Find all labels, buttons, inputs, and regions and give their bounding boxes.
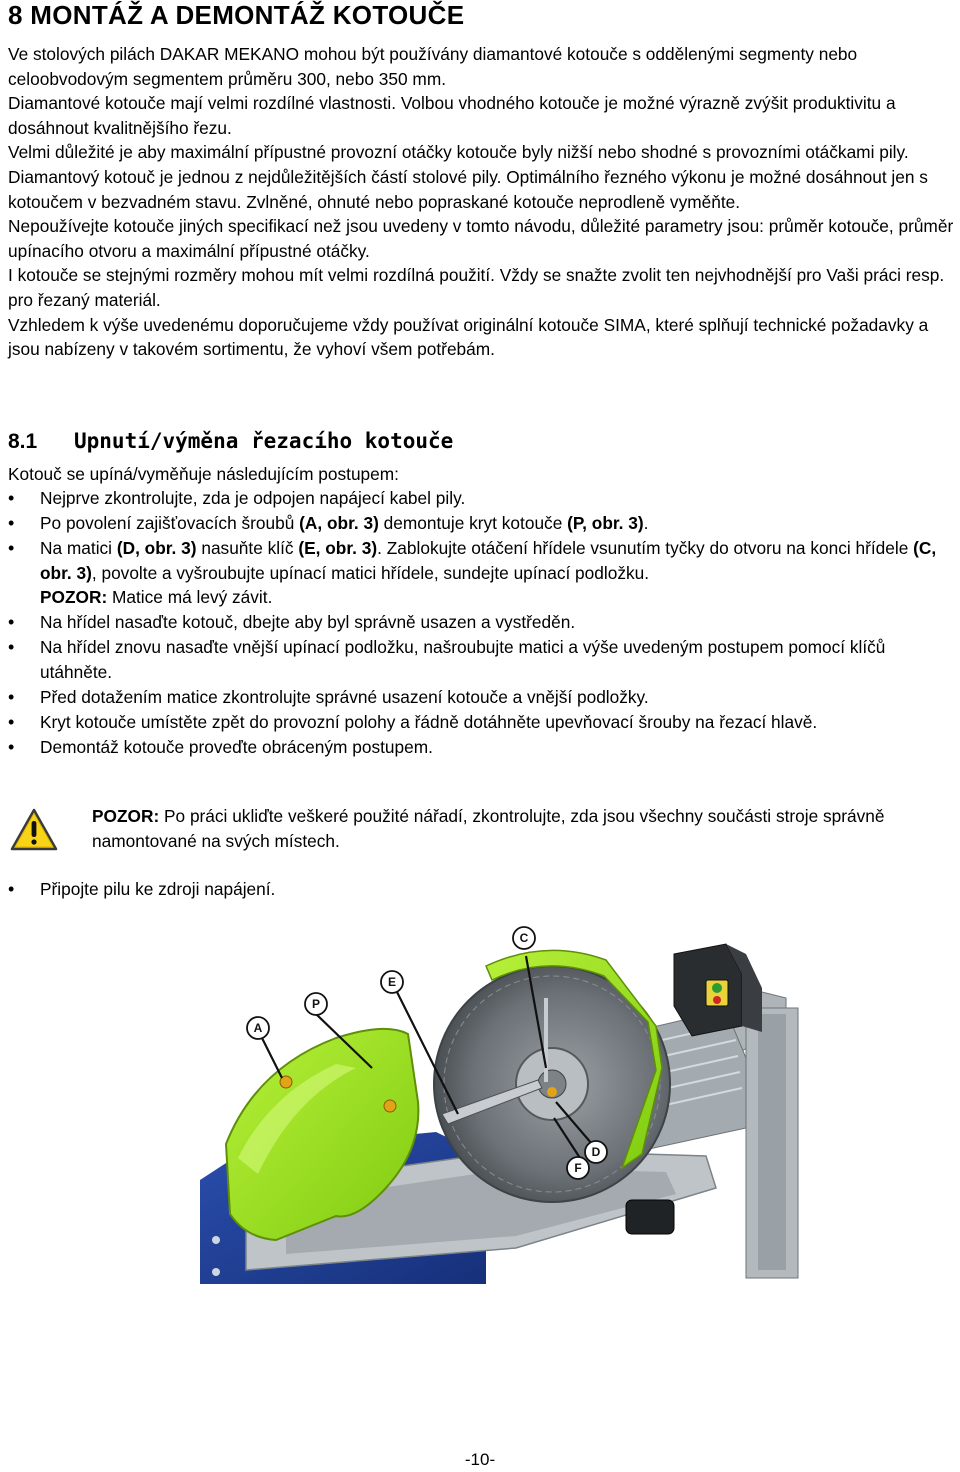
intro-paragraph: Vzhledem k výše uvedenému doporučujeme vždy používat originální kotouče SIMA, které splňují technické požadavky a jsou nabízeny v takovém sortimentu, že vyhoví všem potřebám.	[8, 314, 929, 360]
list-item	[8, 685, 958, 710]
callout-label: P	[311, 997, 321, 1011]
step-text: Nejprve zkontrolujte, zda je odpojen napájecí kabel pily.	[40, 488, 466, 508]
intro-paragraph: Diamantový kotouč je jednou z nejdůležitějších částí stolové pily. Optimálního řezného výkonu je možné dosáhnout jen s kotoučem v bezvadném stavu. Zvlněné, ohnuté nebo popraskané kotouče neprodleně vyměňte.	[8, 166, 928, 212]
procedure-lead: Kotouč se upíná/vyměňuje následujícím postupem:	[8, 464, 399, 484]
list-item	[8, 877, 958, 902]
intro-paragraph: I kotouče se stejnými rozměry mohou mít velmi rozdílná použití. Vždy se snažte zvolit ten nejvhodnější pro Vaši práci resp. pro řezaný materiál.	[8, 265, 945, 310]
intro-paragraph: Nepoužívejte kotouče jiných specifikací než jsou uvedeny v tomto návodu, důležité parametry jsou: průměr kotouče, průměr upínacího otvoru a maximální přípustné otáčky.	[8, 216, 954, 261]
section-heading	[8, 428, 453, 455]
section-number: 8.1	[8, 430, 38, 453]
warning-note	[8, 802, 958, 862]
cable-gland	[626, 1200, 674, 1234]
callout-label: F	[574, 1161, 582, 1175]
intro-paragraph: Diamantové kotouče mají velmi rozdílné vlastnosti. Volbou vhodného kotouče je možné výrazně zvýšit produktivitu a dosáhnout kvalitnějšího řezu.	[8, 93, 896, 138]
figure-reference: (D, obr. 3)	[116, 537, 197, 558]
step-text: Matice má levý závit.	[107, 587, 273, 608]
callout-label: A	[253, 1021, 263, 1035]
section-title: Upnutí/výměna řezacího kotouče	[74, 429, 454, 453]
callout-label: D	[591, 1145, 601, 1159]
step-text: demontuje kryt kotouče	[378, 512, 568, 533]
step-text: .	[643, 512, 649, 533]
figure-reference: (P, obr. 3)	[567, 512, 644, 533]
chapter-heading: 8 MONTÁŽ A DEMONTÁŽ KOTOUČE	[8, 0, 465, 30]
list-item	[8, 511, 958, 536]
figure-reference: (A, obr. 3)	[299, 512, 379, 533]
figure-reference: (E, obr. 3)	[298, 537, 378, 558]
list-item	[8, 610, 958, 635]
step-text: Na matici	[40, 537, 117, 558]
callout-label: C	[519, 931, 529, 945]
page-number: -10-	[464, 1450, 496, 1469]
warning-text	[92, 804, 952, 853]
warning-triangle-icon	[10, 808, 58, 852]
step-text: Po povolení zajišťovacích šroubů	[40, 512, 300, 533]
step-text: Kryt kotouče umístěte zpět do provozní polohy a řádně dotáhněte upevňovací šrouby na řezací hlavě.	[40, 711, 818, 732]
list-item	[8, 710, 958, 735]
step-text: Na hřídel nasaďte kotouč, dbejte aby byl správně usazen a vystředěn.	[40, 612, 576, 633]
saw-blade-figure	[186, 918, 802, 1288]
procedure-list	[8, 486, 958, 759]
step-text: . Zablokujte otáčení hřídele vsunutím tyčky do otvoru na konci hřídele	[377, 537, 914, 558]
warning-label: POZOR:	[92, 806, 160, 826]
list-item	[8, 536, 958, 610]
step-text: Připojte pilu ke zdroji napájení.	[40, 879, 276, 899]
caution-label: POZOR:	[40, 587, 108, 608]
intro-paragraph: Ve stolových pilách DAKAR MEKANO mohou být používány diamantové kotouče s oddělenými segmenty nebo celoobvodovým segmentem průměru 300, nebo 350 mm.	[8, 44, 858, 89]
intro-text	[8, 42, 958, 362]
step-text: Demontáž kotouče proveďte obráceným postupem.	[40, 736, 433, 757]
step-text: , povolte a vyšroubujte upínací matici hřídele, sundejte upínací podložku.	[91, 562, 650, 583]
step-text: nasuňte klíč	[196, 537, 299, 558]
list-item	[8, 635, 958, 684]
warning-body: Po práci ukliďte veškeré použité nářadí, zkontrolujte, zda jsou všechny součásti stroje správně namontované na svých místech.	[92, 806, 885, 851]
step-text: Před dotažením matice zkontrolujte správné usazení kotouče a vnější podložky.	[40, 686, 649, 707]
list-item	[8, 486, 958, 511]
figure-reference: (C, obr. 3)	[40, 537, 937, 583]
list-item	[8, 735, 958, 760]
callout-label: E	[387, 975, 397, 989]
step-text: Na hřídel znovu nasaďte vnější upínací podložku, našroubujte matici a výše uvedeným postupem pomocí klíčů utáhněte.	[40, 637, 886, 682]
intro-paragraph: Velmi důležité je aby maximální přípustné provozní otáčky kotouče byly nižší nebo shodné s provozními otáčkami pily.	[8, 142, 909, 163]
